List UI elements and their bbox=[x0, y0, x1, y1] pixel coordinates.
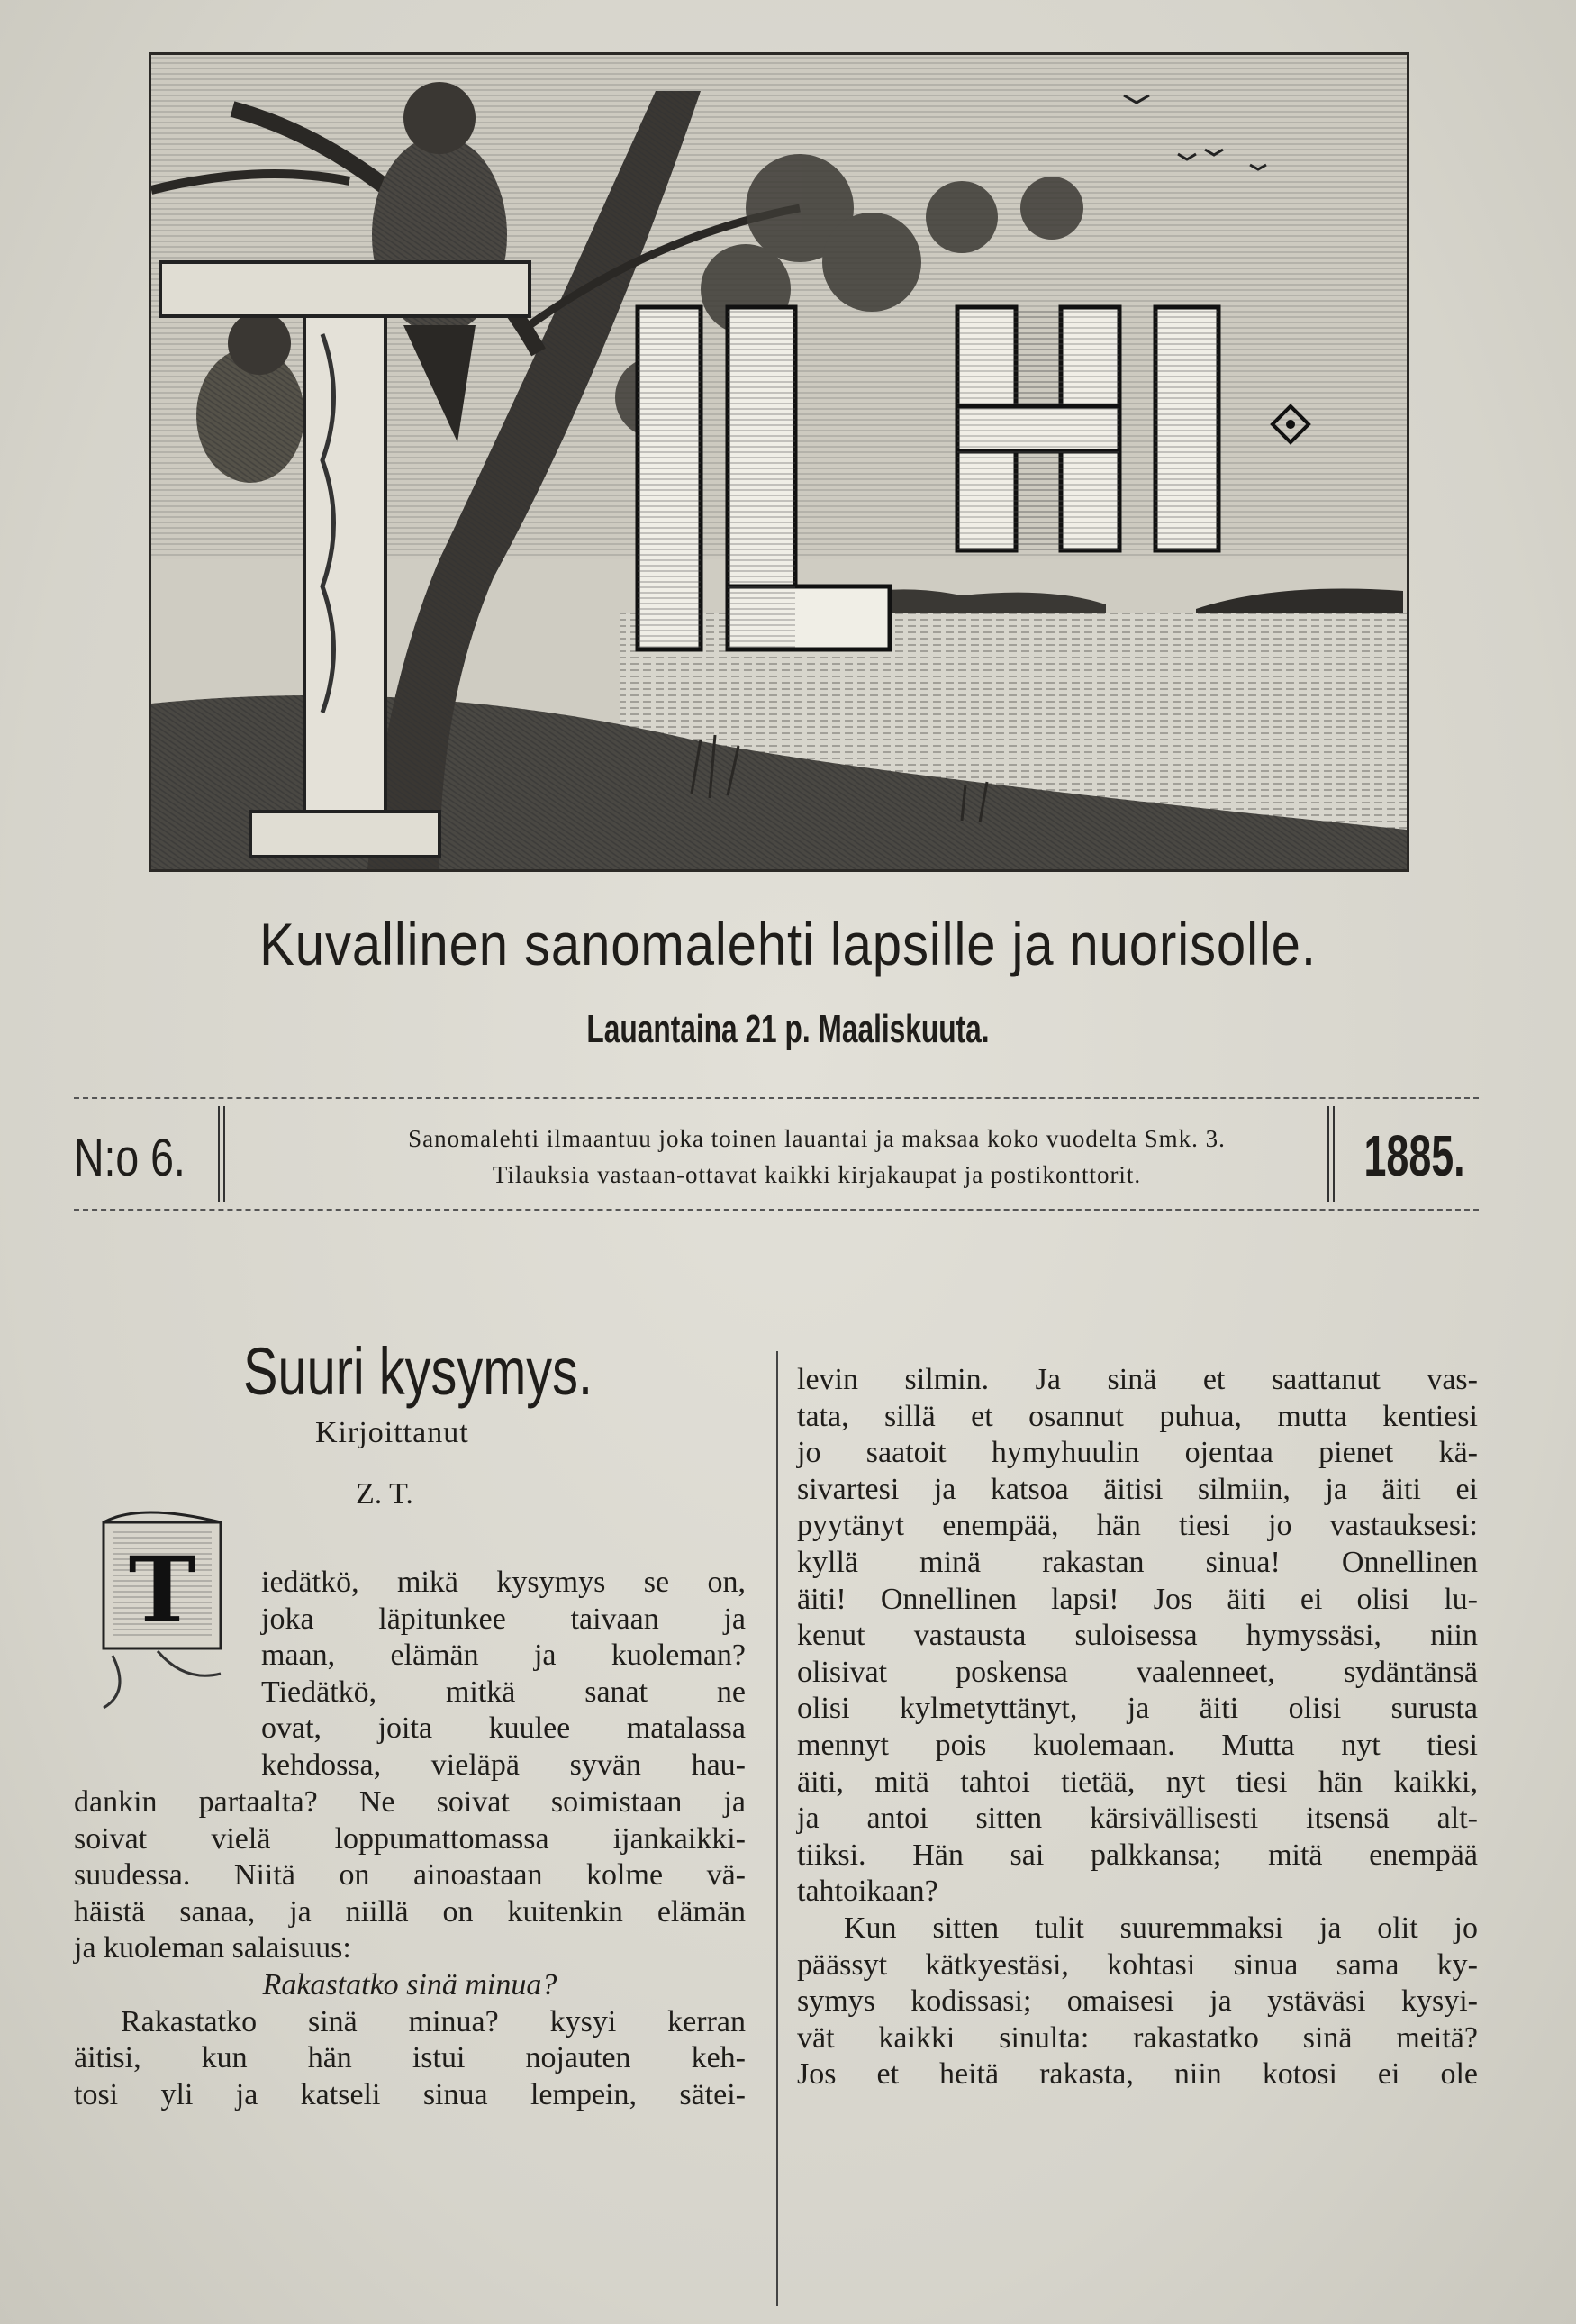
issue-number: N:o 6. bbox=[74, 1129, 186, 1187]
text-line: Kun sitten tulit suuremmaksi ja olit jo bbox=[844, 1911, 1478, 1945]
issue-info-bar bbox=[74, 1101, 1479, 1207]
text-line: ja kuoleman salaisuus: bbox=[74, 1931, 351, 1965]
text-line: ovat, joita kuulee matalassa bbox=[261, 1711, 746, 1746]
divider-top bbox=[74, 1097, 1479, 1099]
dateline: Lauantaina 21 p. Maaliskuuta. bbox=[586, 1007, 990, 1051]
text-line: Tiedätkö, mitkä sanat ne bbox=[261, 1675, 746, 1709]
masthead-illustration bbox=[149, 52, 1409, 872]
left-column-body bbox=[74, 1784, 746, 2113]
text-line: kyllä minä rakastan sinua! Onnellinen bbox=[797, 1545, 1478, 1579]
text-line: Rakastatko sinä minua? kysyi kerran bbox=[121, 2004, 746, 2038]
byline-label: Kirjoittanut bbox=[315, 1416, 469, 1449]
text-line: äiti, mitä tahtoi tietää, nyt tiesi hän kaikki, bbox=[797, 1765, 1478, 1799]
text-line: iedätkö, mikä kysymys se on, bbox=[261, 1566, 746, 1599]
divider-bottom bbox=[74, 1209, 1479, 1211]
author: Z. T. bbox=[356, 1477, 413, 1511]
price-line: Sanomalehti ilmaantuu joka toinen lauantai ja maksaa koko vuodelta Smk. 3. bbox=[408, 1125, 1226, 1152]
text-line: olisi kylmetyttänyt, ja äiti olisi surusta bbox=[797, 1692, 1478, 1726]
right-column bbox=[797, 1362, 1478, 2093]
text-line: äitisi, kun hän istui nojauten keh- bbox=[74, 2041, 746, 2075]
article-title: Suuri kysymys. bbox=[243, 1334, 593, 1409]
text-line: äiti! Onnellinen lapsi! Jos äiti ei olisi lu- bbox=[797, 1582, 1478, 1616]
subscription-line: Tilauksia vastaan-ottavat kaikki kirjakaupat ja postikonttorit. bbox=[492, 1161, 1142, 1188]
text-line: tosi yli ja katseli sinua lempein, sätei- bbox=[74, 2077, 746, 2111]
text-line: pyytänyt enempää, hän tiesi jo vastauksesi: bbox=[797, 1509, 1478, 1543]
text-line: maan, elämän ja kuoleman? bbox=[261, 1639, 746, 1673]
text-line: olisivat poskensa vaalenneet, sydäntänsä bbox=[797, 1655, 1478, 1689]
text-line: suudessa. Niitä on ainoastaan kolme vä- bbox=[74, 1858, 746, 1893]
text-line: dankin partaalta? Ne soivat soimistaan ja bbox=[74, 1785, 746, 1819]
text-line: päässyt kätkyestäsi, kohtasi sinua sama ky- bbox=[797, 1947, 1478, 1982]
left-column-top bbox=[261, 1565, 746, 1784]
divider bbox=[1333, 1106, 1335, 1202]
text-line: sivartesi ja katsoa äitisi silmiin, ja äiti ei bbox=[797, 1472, 1478, 1506]
text-line: kenut vastausta suloisessa hymyssäsi, niin bbox=[797, 1619, 1478, 1653]
text-line: kehdossa, vieläpä syvän hau- bbox=[261, 1748, 746, 1782]
text-line: joka läpitunkee taivaan ja bbox=[261, 1602, 746, 1636]
key-question: Rakastatko sinä minua? bbox=[262, 1967, 557, 2002]
text-line: häistä sanaa, ja niillä on kuitenkin elämän bbox=[74, 1894, 746, 1929]
drop-cap-ornament bbox=[86, 1502, 239, 1710]
text-line: mennyt pois kuolemaan. Mutta nyt tiesi bbox=[797, 1728, 1478, 1762]
text-line: symys kodissasi; omaisesi ja ystäväsi kysyi- bbox=[797, 1984, 1478, 2019]
year: 1885. bbox=[1363, 1123, 1465, 1188]
divider bbox=[218, 1106, 220, 1202]
engraving-svg bbox=[151, 55, 1407, 869]
text-line: tiiksi. Hän sai palkkansa; mitä enempää bbox=[797, 1838, 1478, 1872]
text-line: vät kaikki sinulta: rakastatko sinä meitä? bbox=[797, 2020, 1478, 2055]
text-line: tahtoikaan? bbox=[797, 1875, 938, 1909]
divider bbox=[1327, 1106, 1329, 1202]
text-line: levin silmin. Ja sinä et saattanut vas- bbox=[797, 1363, 1478, 1396]
column-divider bbox=[776, 1351, 778, 2306]
drop-cap-letter: T bbox=[128, 1537, 196, 1643]
text-line: ja antoi sitten kärsivällisesti itsensä alt- bbox=[797, 1802, 1478, 1836]
text-line: jo saatoit hymyhuulin ojentaa pienet kä- bbox=[797, 1436, 1478, 1470]
text-line: tata, sillä et osannut puhua, mutta kentiesi bbox=[797, 1399, 1478, 1433]
divider bbox=[223, 1106, 225, 1202]
text-line: Jos et heitä rakasta, niin kotosi ei ole bbox=[797, 2057, 1478, 2092]
subscription-info bbox=[231, 1121, 1402, 1193]
text-line: soivat vielä loppumattomassa ijankaikki- bbox=[74, 1821, 746, 1856]
masthead-subtitle: Kuvallinen sanomalehti lapsille ja nuorisolle. bbox=[259, 911, 1317, 977]
